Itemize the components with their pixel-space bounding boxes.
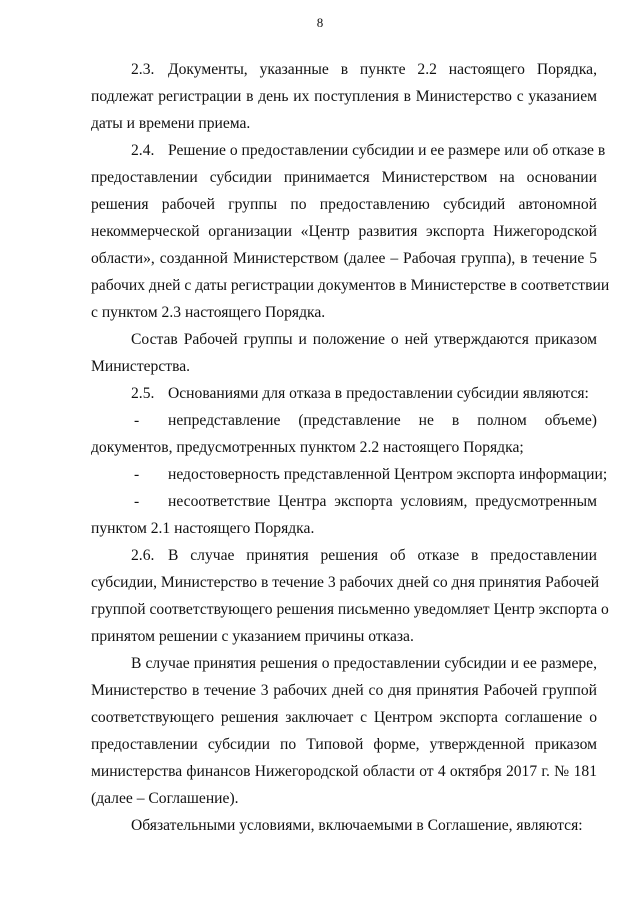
clause-number: 2.3. [131,61,155,78]
text-line: 2.4. Решение о предоставлении субсидии и ее размере или об отказе в [131,142,606,159]
text-line: предоставлении субсидии по Типовой форме, утвержденной приказом [91,736,597,753]
text-line: министерства финансов Нижегородской области от 4 октября 2017 г. № 181 [91,763,597,780]
clause-number: 2.5. [131,385,155,402]
text-line: Обязательными условиями, включаемыми в Соглашение, являются: [131,817,583,834]
clause-number: 2.4. [131,142,155,159]
text-line: 2.3. Документы, указанные в пункте 2.2 настоящего Порядка, [131,61,597,78]
text-line: (далее – Соглашение). [91,790,239,807]
text-line: Министерства. [91,358,191,375]
text-line: Министерство в течение 3 рабочих дней со дня принятия Рабочей группой [91,682,597,699]
text-line: некоммерческой организации «Центр развития экспорта Нижегородской [91,223,597,240]
list-item: - несоответствие Центра экспорта условиям, предусмотренным [91,492,597,511]
text-line: пунктом 2.1 настоящего Порядка. [91,520,315,537]
page-number: 8 [316,15,324,30]
list-dash: - [134,493,140,510]
list-item: - недостоверность представленной Центром экспорта информации; [91,465,597,484]
list-dash: - [134,466,140,483]
text-line: рабочих дней с даты регистрации документов в Министерстве в соответствии [91,277,610,294]
text-line: решения рабочей группы по предоставлению субсидий автономной [91,196,597,213]
text-line: В случае принятия решения о предоставлении субсидии и ее размере, [131,655,597,672]
text-line: даты и времени приема. [91,115,251,132]
text-line: области», созданной Министерством (далее – Рабочая группа), в течение 5 [91,250,597,267]
text-line: субсидии, Министерство в течение 3 рабочих дней со дня принятия Рабочей [91,574,600,591]
text-line: подлежат регистрации в день их поступления в Министерство с указанием [91,88,597,105]
text-line: Состав Рабочей группы и положение о ней утверждаются приказом [131,331,597,348]
text-line: 2.5. Основаниями для отказа в предоставлении субсидии являются: [131,385,589,402]
text-line: соответствующего решения заключает с Центром экспорта соглашение о [91,709,597,726]
text-line: с пунктом 2.3 настоящего Порядка. [91,304,326,321]
text-line: группой соответствующего решения письменно уведомляет Центр экспорта о [91,601,609,618]
list-item: - непредставление (представление не в полном объеме) [91,411,597,430]
text-line: принятом решении с указанием причины отказа. [91,628,414,645]
text-line: 2.6. В случае принятия решения об отказе в предоставлении [131,547,597,564]
clause-number: 2.6. [131,547,155,564]
text-line: предоставлении субсидии принимается Министерством на основании [91,169,597,186]
list-dash: - [134,412,140,429]
text-line: документов, предусмотренных пунктом 2.2 настоящего Порядка; [91,439,524,456]
